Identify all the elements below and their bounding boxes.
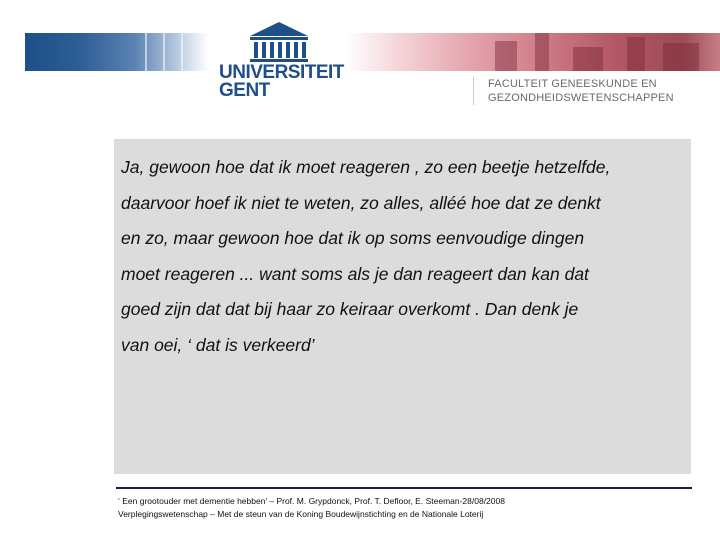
footnote-line1: ‘ Een grootouder met dementie hebben’ – Prof. M. Grypdonck, Prof. T. Defloor, E. Steeman-28/08/2008 <box>118 496 505 506</box>
banner-stripe <box>181 33 183 71</box>
footnote-line2: Verplegingswetenschap – Met de steun van de Koning Boudewijnstichting en de Nationale Loterij <box>118 508 484 519</box>
header-banner-left <box>25 33 208 71</box>
banner-photo-block <box>663 43 699 71</box>
banner-photo-block <box>495 41 517 71</box>
quote-line: en zo, maar gewoon hoe dat ik op soms eenvoudige dingen <box>121 228 585 248</box>
banner-photo-block <box>627 37 645 71</box>
banner-photo-block <box>535 33 549 71</box>
university-name-line1: UNIVERSITEIT <box>219 62 344 83</box>
banner-photo-block <box>573 47 603 71</box>
faculty-line2: GEZONDHEIDSWETENSCHAPPEN <box>488 92 674 104</box>
quote-line: van oei, ‘ dat is verkeerd’ <box>121 334 315 355</box>
quote-line: Ja, gewoon hoe dat ik moet reageren , zo een beetje hetzelfde, <box>121 157 611 177</box>
faculty-divider <box>473 77 474 105</box>
footer-divider <box>116 487 692 489</box>
quote-line: goed zijn dat dat bij haar zo keiraar overkomt . Dan denk je <box>121 299 579 319</box>
header-banner-right <box>345 33 720 71</box>
quote-line: moet reageren ... want soms als je dan reageert dan kan dat <box>121 263 589 284</box>
university-wordmark <box>219 64 344 100</box>
banner-stripe <box>145 33 147 71</box>
university-name-line2: GENT <box>219 80 270 101</box>
quote-text <box>121 150 686 363</box>
quote-line: daarvoor hoef ik niet te weten, zo alles, alléé hoe dat ze denkt <box>121 192 601 213</box>
faculty-line1: FACULTEIT GENEESKUNDE EN <box>488 78 657 90</box>
footnote <box>118 495 698 520</box>
banner-stripe <box>163 33 165 71</box>
faculty-name <box>488 77 708 105</box>
